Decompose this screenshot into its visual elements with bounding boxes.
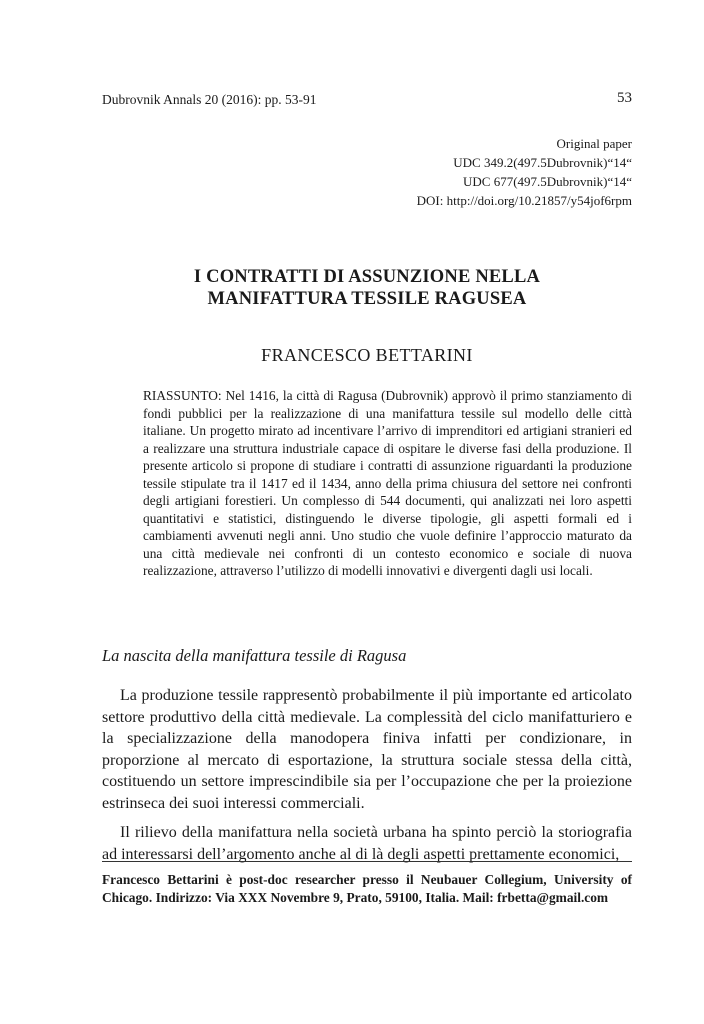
footnote-divider — [102, 861, 632, 862]
page-number: 53 — [617, 90, 632, 106]
doi-link[interactable]: DOI: http://doi.org/10.21857/y54jof6rpm — [416, 193, 632, 208]
body-paragraph-2: Il rilievo della manifattura nella società urbana ha spinto perciò la storiografia ad interessarsi dell’argomento anche al di là degli aspetti prettamente economici, — [102, 824, 632, 863]
udc-code-1: UDC 349.2(497.5Dubrovnik)“14“ — [453, 155, 632, 170]
abstract-text: RIASSUNTO: Nel 1416, la città di Ragusa (Dubrovnik) approvò il primo stanziamento di fondi pubblici per la realizzazione di una manifattura tessile sul modello delle città italiane. Un progetto mirato ad incentivare l’arrivo di imprenditori ed artigiani stranieri ed a realizzare una struttura industriale capace di ospitare le diverse fasi della produzione. Il presente articolo si propone di studiare i contratti di assunzione riguardanti la produzione tessile stipulate tra il 1417 ed il 1434, anno della prima chiusura del settore nei confronti degli artigiani forestieri. Un complesso di 544 documenti, qui analizzati nei loro aspetti quantitativi e statistici, distinguendo le diverse tipologie, gli aspetti formali ed i cambiamenti avvenuti negli anni. Uno studio che vuole definire l’approccio maturato da una città medievale nei confronti di un contesto economico e sociale di nuova realizzazione, attraverso l’utilizzo di modelli innovativi e divergenti dagli usi locali. — [143, 388, 632, 578]
author-footnote: Francesco Bettarini è post-doc researcher presso il Neubauer Collegium, University of Chicago. Indirizzo: Via XXX Novembre 9, Prato, 59100, Italia. Mail: frbetta@gmail.com — [102, 872, 632, 905]
article-title — [102, 266, 632, 310]
title-line-1: I CONTRATTI DI ASSUNZIONE NELLA — [193, 267, 541, 287]
section-heading: La nascita della manifattura tessile di Ragusa — [102, 646, 407, 665]
article-metadata — [360, 134, 632, 210]
author-name: FRANCESCO BETTARINI — [261, 345, 473, 365]
udc-code-2: UDC 677(497.5Dubrovnik)“14“ — [463, 174, 632, 189]
body-paragraph-1: La produzione tessile rappresentò probabilmente il più importante ed articolato settore produttivo della città medievale. La complessità del ciclo manifatturiero e la specializzazione della manodopera finiva infatti per condizionare, in proporzione al mercato di esportazione, la struttura sociale stessa della città, costituendo un settore imprescindibile sia per l’occupazione che per la proiezione estrinseca dei suoi interessi commerciali. — [102, 687, 632, 812]
running-header-journal: Dubrovnik Annals 20 (2016): pp. 53-91 — [102, 92, 317, 107]
body-text — [102, 685, 632, 865]
paper-type: Original paper — [556, 136, 632, 151]
title-line-2: MANIFATTURA TESSILE RAGUSEA — [207, 289, 527, 309]
abstract — [143, 387, 632, 580]
